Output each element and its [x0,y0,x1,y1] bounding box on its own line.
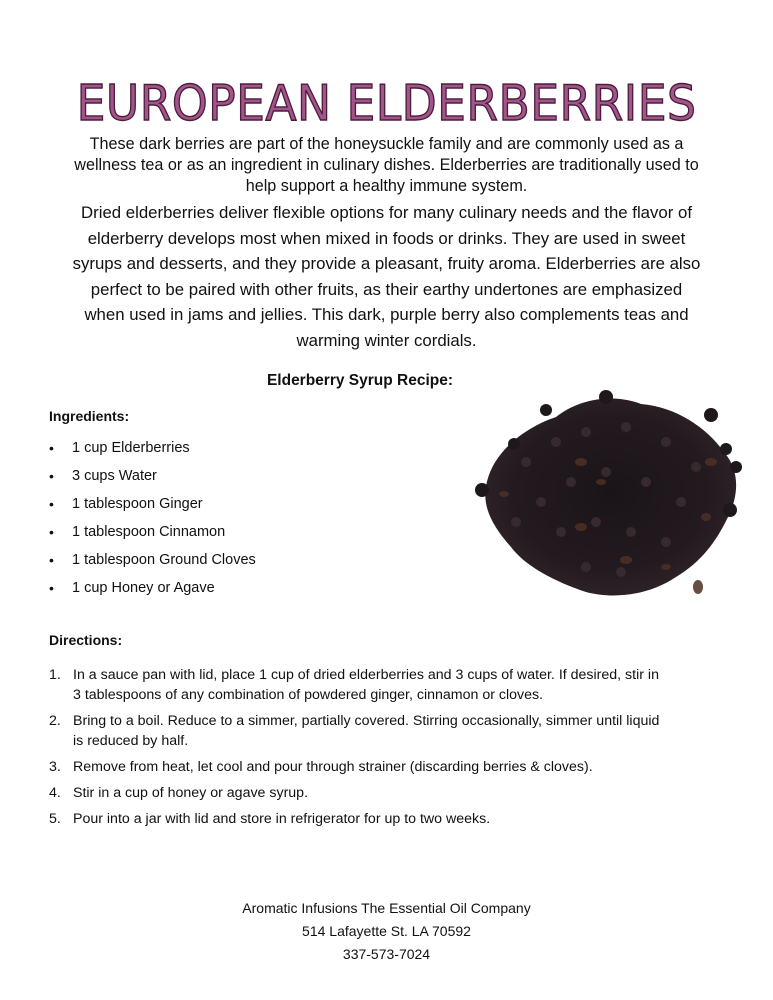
ingredient-item [49,552,256,580]
directions-list [49,665,669,835]
step-text: Pour into a jar with lid and store in refrigerator for up to two weeks. [73,811,491,827]
ingredient-item [49,524,256,552]
bullet-icon: • [49,524,54,540]
direction-step [49,809,669,829]
company-phone: 337-573-7024 [342,946,431,962]
bullet-icon: • [49,552,54,568]
step-number: 1. [49,667,61,683]
bullet-icon: • [49,496,54,512]
ingredient-text: 3 cups Water [72,468,157,484]
ingredients-heading: Ingredients: [49,408,130,424]
direction-step [49,711,669,751]
step-text: Stir in a cup of honey or agave syrup. [73,785,309,801]
elderberries-photo [466,382,756,610]
direction-step [49,757,669,777]
ingredient-item [49,580,256,608]
ingredient-item [49,468,256,496]
ingredient-text: 1 tablespoon Cinnamon [72,524,226,540]
step-text: Remove from heat, let cool and pour through strainer (discarding berries & cloves). [73,759,593,775]
ingredients-list [49,440,256,608]
step-number: 5. [49,811,61,827]
ingredient-text: 1 tablespoon Ground Cloves [72,552,256,568]
step-number: 3. [49,759,61,775]
ingredient-text: 1 cup Honey or Agave [72,580,215,596]
page-title: EUROPEAN ELDERBERRIES [76,74,697,132]
intro-paragraph-1: These dark berries are part of the honeysuckle family and are commonly used as a wellness tea or as an ingredient in culinary dishes. Elderberries are traditionally used to help support a healthy immune system. [74,135,699,195]
bullet-icon: • [49,440,54,456]
direction-step [49,665,669,705]
step-text: Bring to a boil. Reduce to a simmer, partially covered. Stirring occasionally, simmer until liquid is reduced by half. [73,713,660,749]
ingredient-item [49,496,256,524]
direction-step [49,783,669,803]
ingredient-text: 1 cup Elderberries [72,440,190,456]
step-text: In a sauce pan with lid, place 1 cup of dried elderberries and 3 cups of water. If desired, stir in 3 tablespoons of any combination of powdered ginger, cinnamon or cloves. [73,667,659,703]
ingredient-text: 1 tablespoon Ginger [72,496,203,512]
intro-paragraph-2: Dried elderberries deliver flexible options for many culinary needs and the flavor of elderberry develops most when mixed in foods or drinks. They are used in sweet syrups and desserts, and they provide a pleasant, fruity aroma. Elderberries are also perfect to be paired with other fruits, as their earthy undertones are emphasized when used in jams and jellies. This dark, purple berry also complements teas and warming winter cordials. [72,203,701,350]
directions-heading: Directions: [49,632,123,648]
company-name: Aromatic Infusions The Essential Oil Company [242,900,531,916]
step-number: 4. [49,785,61,801]
bullet-icon: • [49,580,54,596]
ingredient-item [49,440,256,468]
bullet-icon: • [49,468,54,484]
company-footer [0,897,773,966]
step-number: 2. [49,713,61,729]
company-address: 514 Lafayette St. LA 70592 [302,923,471,939]
recipe-title-text: Elderberry Syrup Recipe: [266,372,454,389]
